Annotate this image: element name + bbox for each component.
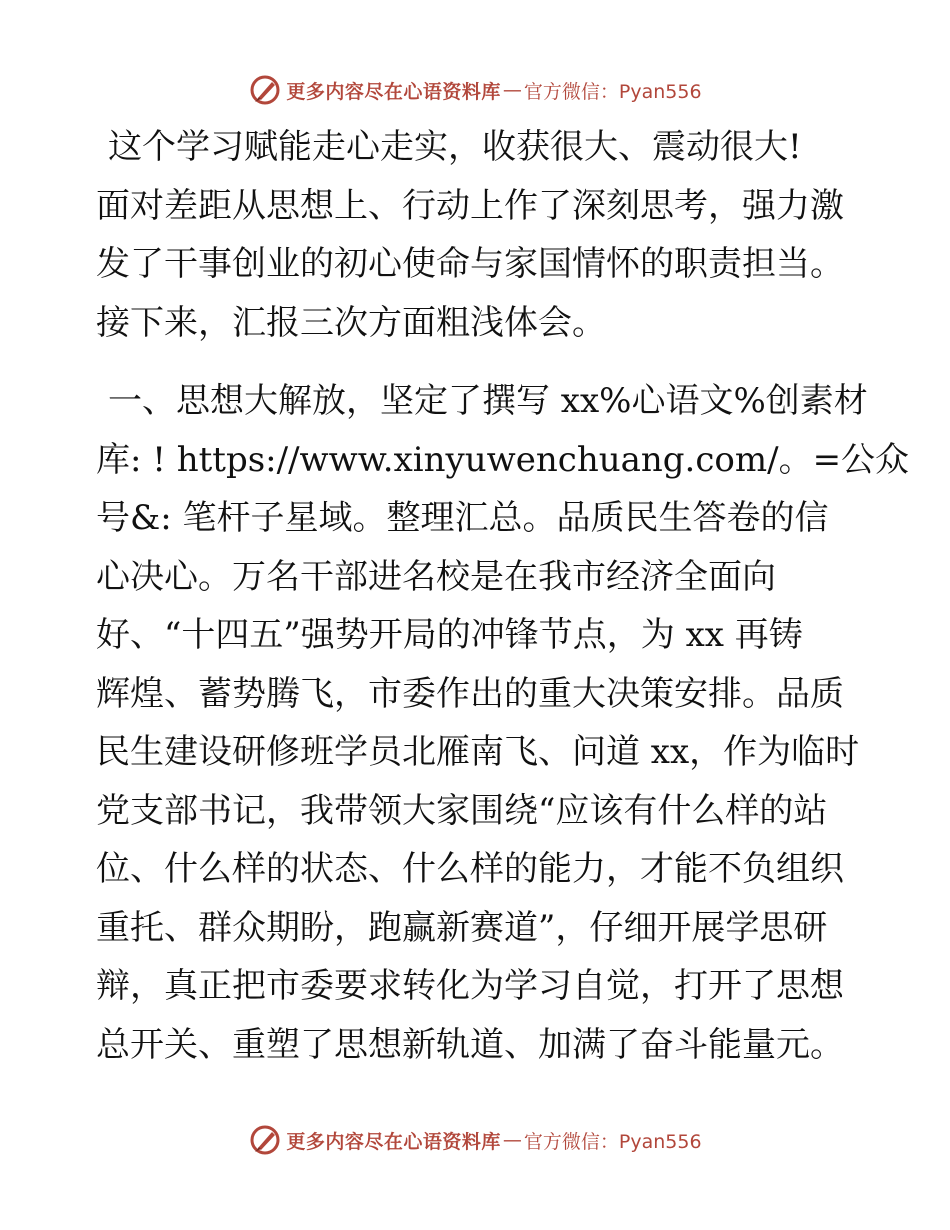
paragraph-intro [96,118,876,352]
footer-separator: — [502,1129,522,1151]
document-body [96,118,910,1074]
quill-logo-icon [248,1123,282,1157]
footer-brand-text: 更多内容尽在心语资料库 [286,1130,501,1153]
text-line: 辩，真正把市委要求转化为学习自觉，打开了思想 [96,966,844,1006]
text-line: 辉煌、蓄势腾飞，市委作出的重大决策安排。品质 [96,673,844,714]
text-line: 重托、群众期盼，跑赢新赛道”，仔细开展学思研 [96,907,828,948]
text-line: 这个学习赋能走心走实，收获很大、震动很大! [108,127,802,167]
text-line: 库: ! https://www.xinyuwenchuang.com/。=公众 [96,439,910,480]
header-separator: — [502,79,522,101]
text-line: 一、思想大解放，坚定了撰写 xx%心语文%创素材 [108,381,868,421]
text-line: 发了干事创业的初心使命与家国情怀的职责担当。 [96,244,844,284]
header-watermark-banner [0,68,950,112]
text-line: 号&: 笔杆子星域。整理汇总。品质民生答卷的信 [96,498,829,538]
quill-logo-icon [248,73,282,107]
text-line: 位、什么样的状态、什么样的能力，才能不负组织 [96,849,844,889]
header-brand-text: 更多内容尽在心语资料库 [286,80,501,103]
text-line: 党支部书记，我带领大家围绕“应该有什么样的站 [96,790,828,831]
footer-watermark-banner [0,1118,950,1162]
text-line: 民生建设研修班学员北雁南飞、问道 xx，作为临时 [96,732,860,772]
text-line: 接下来，汇报三次方面粗浅体会。 [96,302,606,343]
text-line: 心决心。万名干部进名校是在我市经济全面向 [96,556,776,597]
text-line: 面对差距从思想上、行动上作了深刻思考，强力激 [96,185,844,226]
text-line: 好、“十四五”强势开局的冲锋节点，为 xx 再铸 [96,615,803,655]
paragraph-section-one [96,372,910,1074]
header-wechat-text: 官方微信：Pyan556 [523,80,702,103]
text-line: 总开关、重塑了思想新轨道、加满了奋斗能量元。 [96,1024,844,1065]
footer-wechat-text: 官方微信：Pyan556 [523,1130,702,1153]
